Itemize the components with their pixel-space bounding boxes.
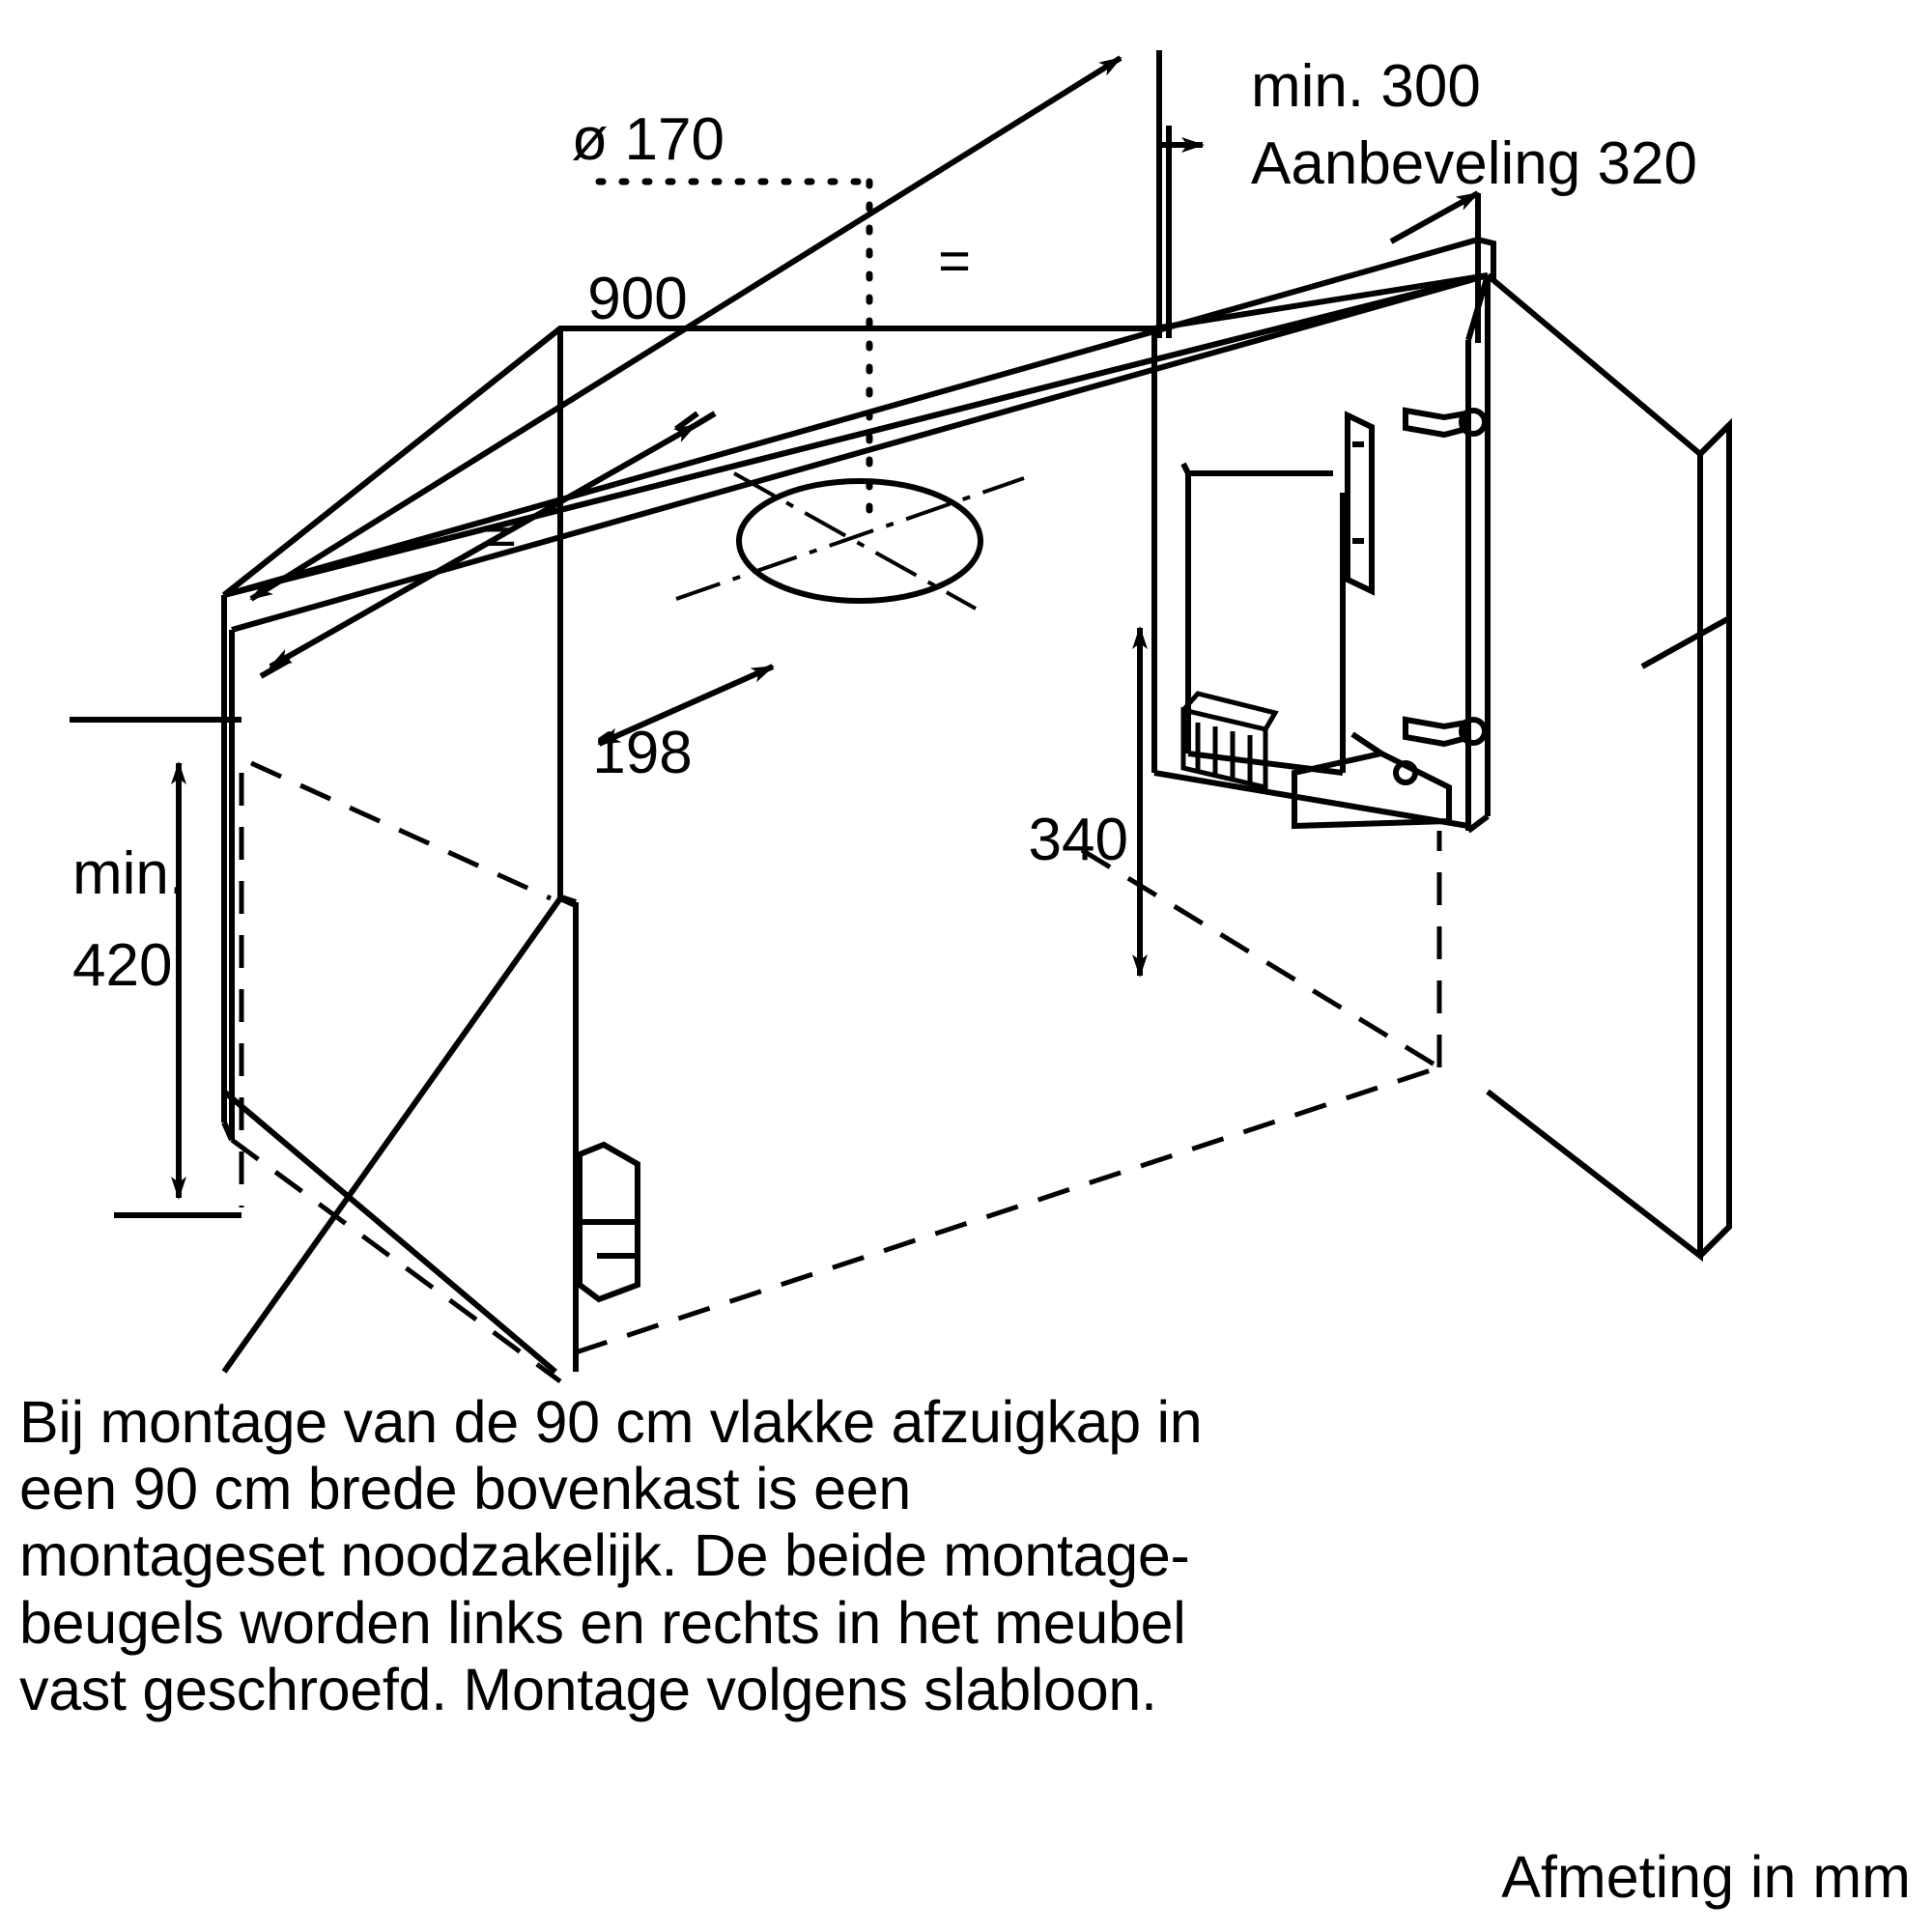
dimension-340-label: 340	[1028, 807, 1128, 873]
unit-note: Afmeting in mm	[1501, 1844, 1911, 1910]
cabinet-outline	[224, 240, 1729, 1372]
dimension-900-label: 900	[587, 266, 688, 332]
power-connector	[1183, 694, 1275, 787]
caption-block	[19, 1389, 1855, 1723]
dimension-diameter-label: ø 170	[571, 106, 724, 173]
dimension-198-label: 198	[592, 720, 693, 786]
bracket-foot-left	[580, 1145, 638, 1299]
caption-line-1: Bij montage van de 90 cm vlakke afzuigkap in	[19, 1389, 1203, 1455]
dimension-min420-label-line2: 420	[72, 932, 173, 999]
caption-line-5: vast geschroefd. Montage volgens slabloon.	[19, 1656, 1157, 1722]
duct-leader-dotted	[599, 182, 869, 524]
hidden-edges	[232, 763, 1439, 1381]
caption-line-2: een 90 cm brede bovenkast is een	[19, 1456, 911, 1522]
dimension-min300-label: min. 300	[1251, 53, 1481, 120]
duct-opening	[739, 481, 980, 601]
caption-line-4: beugels worden links en rechts in het meubel	[19, 1589, 1186, 1656]
equal-mark-left: =	[484, 505, 517, 568]
equal-mark-right: =	[938, 230, 971, 293]
caption-line-3: montageset noodzakelijk. De beide montage-	[19, 1522, 1190, 1589]
dimension-min420-label-line1: min.	[72, 840, 186, 907]
screw-top	[1406, 411, 1485, 435]
mounting-bracket-right	[1183, 415, 1372, 773]
dimension-recommendation-label: Aanbeveling 320	[1251, 130, 1697, 197]
center-lines	[676, 473, 1024, 609]
screw-bottom	[1406, 720, 1485, 744]
